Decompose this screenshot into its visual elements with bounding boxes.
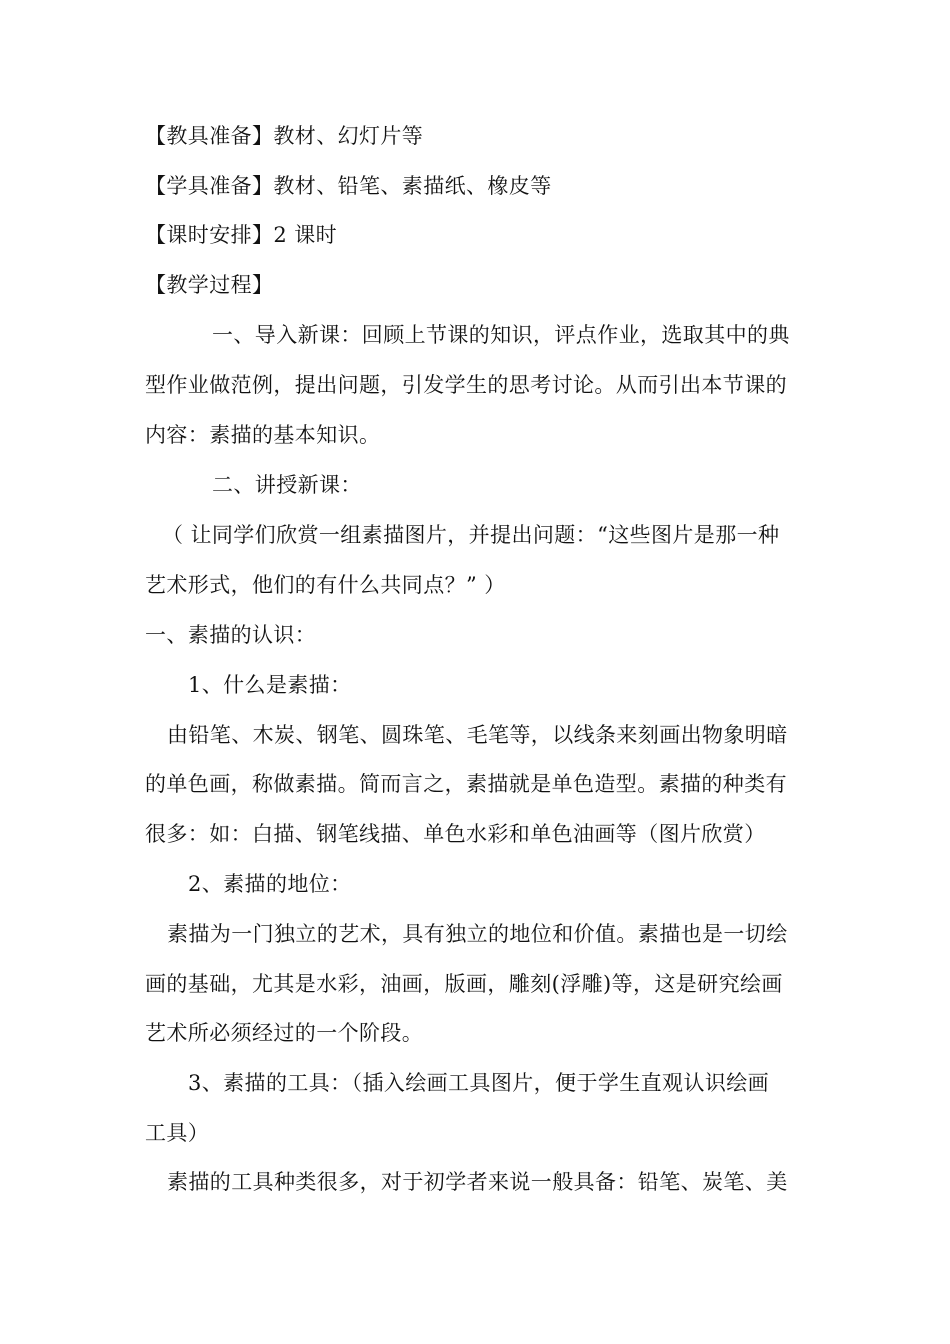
intro-paragraph-line-3: 内容：素描的基本知识。 [145,423,381,447]
sketch-tools-heading-line-1: 3、素描的工具：（插入绘画工具图片，便于学生直观认识绘画 [188,1071,770,1095]
section-sketch-understanding-heading: 一、素描的认识： [145,623,317,647]
intro-paragraph-line-2: 型作业做范例，提出问题，引发学生的思考讨论。从而引出本节课的 [145,373,787,397]
sketch-status-line-1: 素描为一门独立的艺术，具有独立的地位和价值。素描也是一切绘 [167,922,788,946]
class-hours-line: 【课时安排】2 课时 [145,223,338,247]
what-is-sketch-heading: 1、什么是素描： [188,673,352,697]
sketch-tools-description-line-1: 素描的工具种类很多，对于初学者来说一般具备：铅笔、炭笔、美 [167,1170,788,1194]
intro-paragraph-line-1: 一、导入新课：回顾上节课的知识，评点作业，选取其中的典 [212,323,790,347]
appreciation-line-1: （ 让同学们欣赏一组素描图片，并提出问题：“这些图片是那一种 [162,523,780,547]
teaching-process-heading: 【教学过程】 [145,273,274,297]
sketch-tools-heading-line-2: 工具） [145,1121,210,1145]
sketch-definition-line-1: 由铅笔、木炭、钢笔、圆珠笔、毛笔等，以线条来刻画出物象明暗 [167,723,788,747]
student-materials-line: 【学具准备】教材、铅笔、素描纸、橡皮等 [145,174,552,198]
sketch-definition-line-3: 很多：如：白描、钢笔线描、单色水彩和单色油画等（图片欣赏） [145,822,766,846]
sketch-status-heading: 2、素描的地位： [188,872,352,896]
appreciation-line-2: 艺术形式，他们的有什么共同点？” ） [145,573,506,597]
new-lesson-heading: 二、讲授新课： [212,473,362,497]
sketch-status-line-3: 艺术所必须经过的一个阶段。 [145,1021,424,1045]
sketch-definition-line-2: 的单色画，称做素描。简而言之，素描就是单色造型。素描的种类有 [145,772,787,796]
teaching-aids-line: 【教具准备】教材、幻灯片等 [145,124,424,148]
sketch-status-line-2: 画的基础，尤其是水彩，油画，版画，雕刻(浮雕)等，这是研究绘画 [145,972,783,996]
